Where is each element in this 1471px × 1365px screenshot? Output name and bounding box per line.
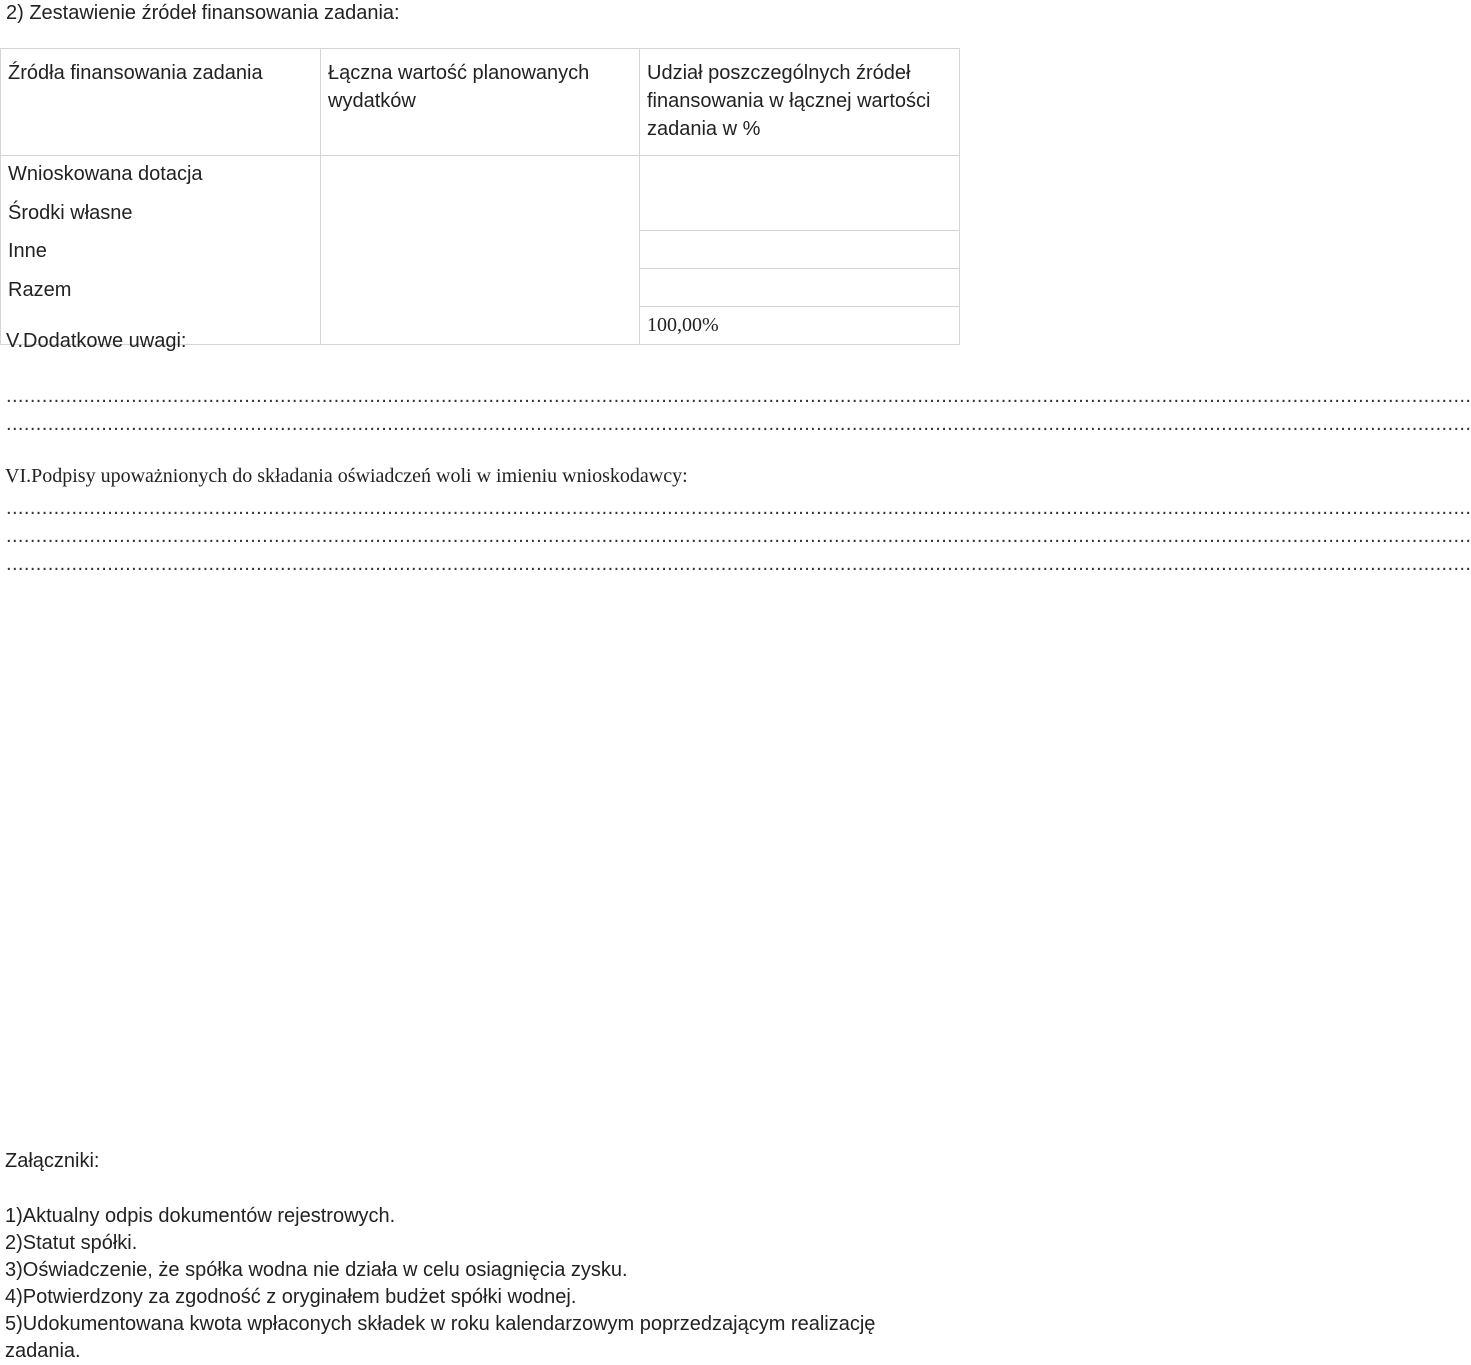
share-own-cell <box>640 231 959 269</box>
signatures-heading <box>5 463 688 490</box>
header-sources: Źródła finansowania zadania <box>1 49 321 156</box>
attachment-item: 1)Aktualny odpis dokumentów rejestrowych. <box>5 1205 396 1227</box>
remarks-heading: V.Dodatkowe uwagi: <box>6 330 187 352</box>
signatures-dotted-line-1: ...................................................................................................................................................................................................................................................... <box>6 497 1471 519</box>
share-grant-cell <box>640 156 959 231</box>
row-label-total: Razem <box>8 278 72 301</box>
table-body-row <box>1 156 960 345</box>
share-percent-cell <box>640 156 960 345</box>
signatures-dotted-line-2: ...................................................................................................................................................................................................................................................... <box>6 525 1471 547</box>
funding-sources-table <box>0 48 960 345</box>
attachment-item: 2)Statut spółki. <box>5 1232 138 1254</box>
attachment-item-continuation: zadania. <box>5 1340 81 1362</box>
attachment-item: 4)Potwierdzony za zgodność z oryginałem budżet spółki wodnej. <box>5 1286 577 1308</box>
remarks-dotted-line-2: ...................................................................................................................................................................................................................................................... <box>6 413 1471 435</box>
attachments-heading: Załączniki: <box>5 1150 100 1172</box>
table-header-row <box>1 49 960 156</box>
attachment-item: 3)Oświadczenie, że spółka wodna nie działa w celu osiagnięcia zysku. <box>5 1259 628 1281</box>
remarks-dotted-line-1: ...................................................................................................................................................................................................................................................... <box>6 385 1471 407</box>
row-label-other: Inne <box>8 240 47 262</box>
share-other-cell <box>640 269 959 307</box>
attachment-item: 5)Udokumentowana kwota wpłaconych składek w roku kalendarzowym poprzedzającym realizację <box>5 1313 876 1335</box>
signatures-heading-text: VI.Podpisy upoważnionych do składania oświadczeń woli w imieniu wnioskodawcy: <box>5 465 688 487</box>
total-value-cell <box>321 156 640 345</box>
header-total-value: Łączna wartość planowanych wydatków <box>321 49 640 156</box>
header-share-percent: Udział poszczególnych źródeł finansowania w łącznej wartości zadania w % <box>640 49 960 156</box>
section-heading: 2) Zestawienie źródeł finansowania zadania: <box>6 2 400 24</box>
row-label-grant: Wnioskowana dotacja <box>8 163 203 185</box>
source-labels-cell <box>1 156 321 345</box>
signatures-dotted-line-3: ...................................................................................................................................................................................................................................................... <box>6 553 1471 575</box>
row-label-own-funds: Środki własne <box>8 201 133 224</box>
total-percent: 100,00% <box>647 314 719 336</box>
